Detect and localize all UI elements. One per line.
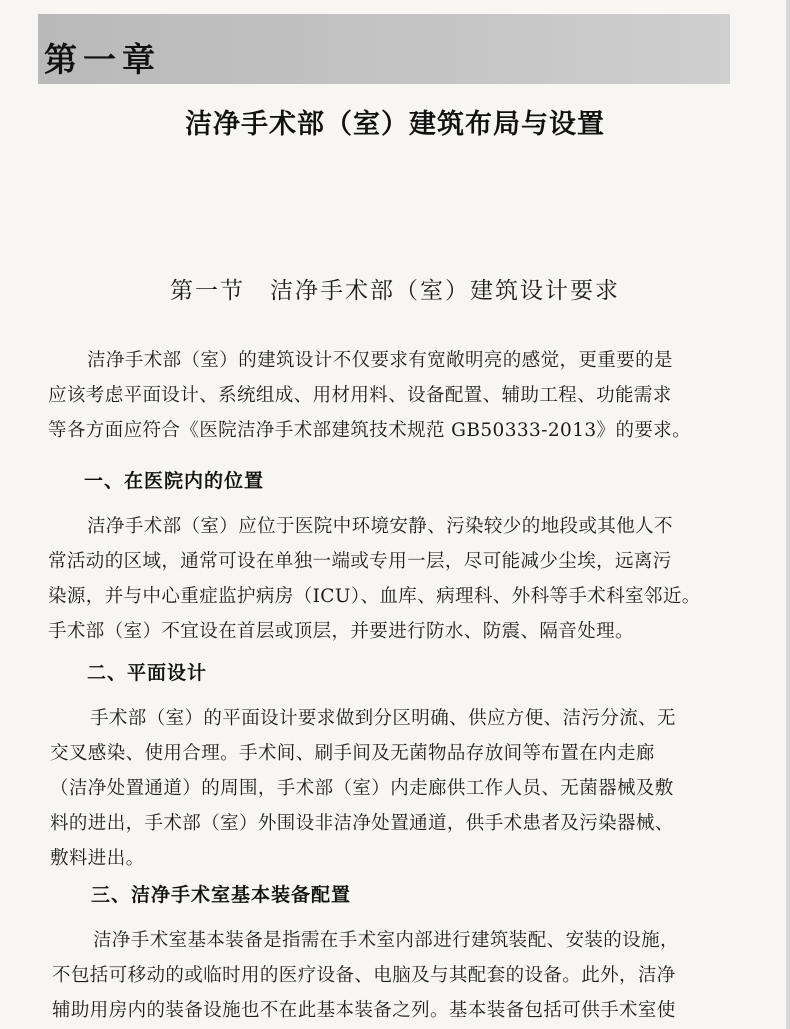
paragraph-line: 敷料进出。 — [50, 848, 145, 869]
paragraph-line: 交叉感染、使用合理。手术间、刷手间及无菌物品存放间等布置在内走廊 — [50, 743, 655, 764]
paragraph-line: 手术部（室）不宜设在首层或顶层，并要进行防水、防震、隔音处理。 — [48, 621, 634, 642]
paragraph-line: 洁净手术室基本装备是指需在手术室内部进行建筑装配、安装的设施， — [93, 930, 679, 951]
intro-line: 等各方面应符合《医院洁净手术部建筑技术规范 GB50333-2013》的要求。 — [48, 420, 692, 441]
paragraph-line: 手术部（室）的平面设计要求做到分区明确、供应方便、洁污分流、无 — [90, 708, 676, 729]
paragraph-line: 染源，并与中心重症监护病房（ICU）、血库、病理科、外科等手术科室邻近。 — [48, 586, 701, 607]
paragraph-line: 不包括可移动的或临时用的医疗设备、电脑及与其配套的设备。此外，洁净 — [52, 965, 676, 986]
paragraph-line: （洁净处置通道）的周围，手术部（室）内走廊供工作人员、无菌器械及敷 — [50, 778, 674, 799]
paragraph-line: 辅助用房内的装备设施也不在此基本装备之列。基本装备包括可供手术室使 — [52, 1000, 676, 1021]
subsection-heading: 一、在医院内的位置 — [84, 470, 265, 492]
paragraph-line: 料的进出，手术部（室）外围设非洁净处置通道，供手术患者及污染器械、 — [50, 813, 674, 834]
subsection-heading: 三、洁净手术室基本装备配置 — [91, 884, 352, 906]
chapter-title: 洁净手术部（室）建筑布局与设置 — [185, 109, 605, 140]
intro-line: 应该考虑平面设计、系统组成、用材用料、设备配置、辅助工程、功能需求 — [48, 385, 672, 406]
page-edge — [786, 0, 790, 1029]
paragraph-line: 洁净手术部（室）应位于医院中环境安静、污染较少的地段或其他人不 — [87, 516, 673, 537]
chapter-label: 第一章 — [44, 40, 161, 79]
subsection-heading: 二、平面设计 — [87, 662, 208, 684]
section-title: 第一节 洁净手术部（室）建筑设计要求 — [170, 278, 620, 304]
intro-line: 洁净手术部（室）的建筑设计不仅要求有宽敞明亮的感觉，更重要的是 — [87, 350, 673, 371]
paragraph-line: 常活动的区域，通常可设在单独一端或专用一层，尽可能减少尘埃，远离污 — [48, 551, 672, 572]
